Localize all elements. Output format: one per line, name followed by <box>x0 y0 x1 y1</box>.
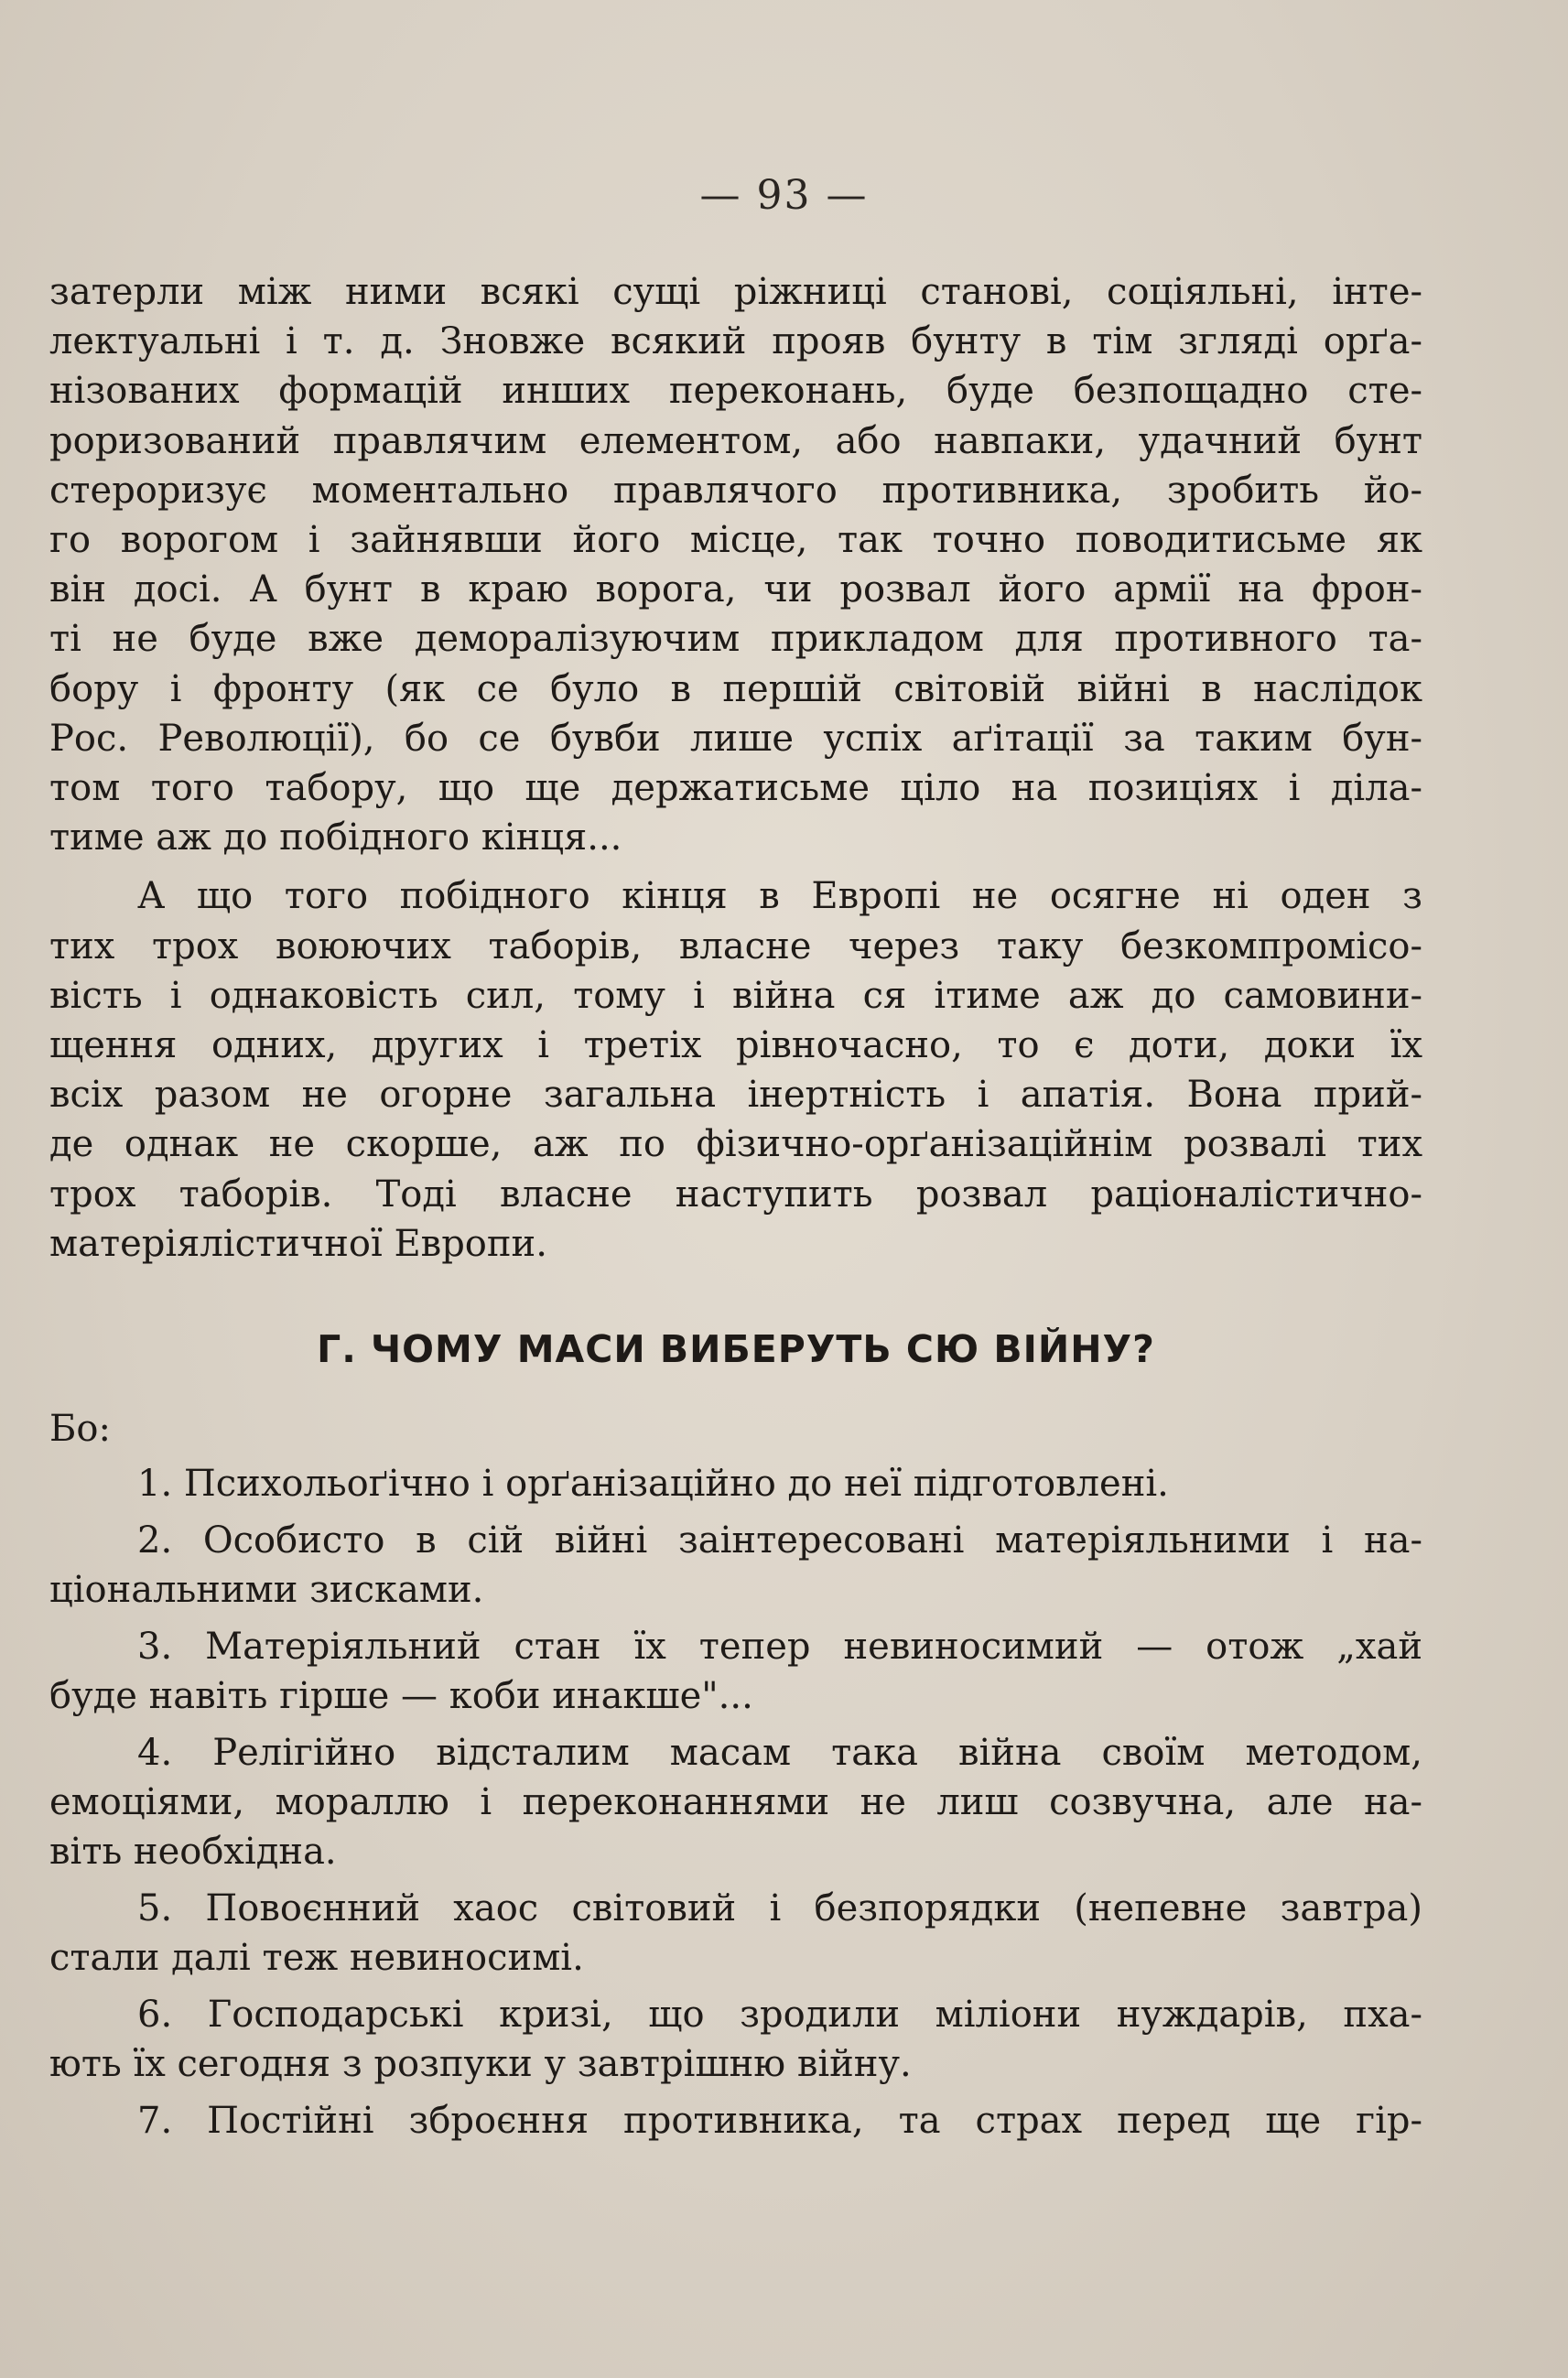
text-line: тих трох воюючих таборів, власне через таку безкомпромісо- <box>49 924 1422 967</box>
text-line: затерли між ними всякі сущі ріжниці станові, соціяльні, інте- <box>49 271 1422 313</box>
list-item <box>49 1459 1422 1508</box>
text-line: 3. Матеріяльний стан їх тепер невиносимий — отож „хай <box>137 1626 1422 1669</box>
text-line: 7. Постійні зброєння противника, та страх перед ще гір- <box>137 2100 1422 2143</box>
text-line: щення одних, других і третіх рівночасно, то є доти, доки їх <box>49 1024 1422 1067</box>
list-item <box>49 1622 1422 1721</box>
page-content <box>49 267 1422 2153</box>
text-line: тиме аж до побідного кінця... <box>49 816 622 859</box>
text-line: 1. Психольоґічно і орґанізаційно до неї підготовлені. <box>137 1463 1169 1506</box>
text-line: ціональними зисками. <box>49 1569 484 1612</box>
text-line: том того табору, що ще держатисьме ціло на позиціях і діла- <box>49 767 1422 810</box>
text-line: Рос. Революції), бо се бувби лише успіх аґітації за таким бун- <box>49 717 1422 760</box>
text-line: 4. Релігійно відсталим масам така війна своїм методом, <box>137 1732 1422 1775</box>
text-line: 5. Повоєнний хаос світовий і безпорядки (непевне завтра) <box>137 1887 1422 1930</box>
text-line: всіх разом не огорне загальна інертність і апатія. Вона прий- <box>49 1074 1422 1117</box>
text-line: ють їх сегодня з розпуки у завтрішню війну. <box>49 2043 912 2086</box>
section-heading: Г. ЧОМУ МАСИ ВИБЕРУТЬ СЮ ВІЙНУ? <box>317 1327 1155 1372</box>
page-number: — 93 — <box>699 172 869 219</box>
text-line: го ворогом і зайнявши його місце, так точно поводитисьме як <box>49 519 1422 562</box>
paragraph-1 <box>49 267 1422 862</box>
text-line: віть необхідна. <box>49 1831 337 1874</box>
text-line: трох таборів. Тоді власне наступить розвал раціоналістично- <box>49 1173 1422 1216</box>
list-item <box>49 1728 1422 1876</box>
text-line: 6. Господарські кризі, що зродили міліони нуждарів, пха- <box>137 1994 1422 2037</box>
text-line: стероризує моментально правлячого противника, зробить йо- <box>49 469 1422 512</box>
text-line: ті не буде вже деморалізуючим прикладом для противного та- <box>49 618 1422 661</box>
text-line: нізованих формацій инших переконань, буде безпощадно сте- <box>49 370 1422 413</box>
text-line: 2. Особисто в сій війні заінтересовані матеріяльними і на- <box>137 1519 1422 1562</box>
text-line: він досі. А бунт в краю ворога, чи розвал його армії на фрон- <box>49 568 1422 611</box>
text-line: бору і фронту (як се було в першій світовій війні в наслідок <box>49 667 1422 710</box>
paragraph-2 <box>49 871 1422 1269</box>
text-line: емоціями, мораллю і переконаннями не лиш созвучна, але на- <box>49 1781 1422 1824</box>
text-line: вість і однаковість сил, тому і війна ся ітиме аж до самовини- <box>49 974 1422 1017</box>
list-item <box>49 2096 1422 2146</box>
text-line: буде навіть гірше — коби инакше"... <box>49 1675 753 1718</box>
list-intro: Бо: <box>49 1408 111 1451</box>
text-line: А що того побідного кінця в Европі не осягне ні оден з <box>137 875 1422 918</box>
list-item <box>49 1884 1422 1983</box>
text-line: лектуальні і т. д. Зновже всякий прояв бунту в тім згляді орґа- <box>49 320 1422 363</box>
text-line: матеріялістичної Европи. <box>49 1222 547 1265</box>
text-line: де однак не скорше, аж по фізично-орґанізаційнім розвалі тих <box>49 1123 1422 1166</box>
list-item <box>49 1516 1422 1615</box>
text-line: роризований правлячим елементом, або навпаки, удачний бунт <box>49 419 1422 462</box>
list-item <box>49 1990 1422 2089</box>
text-line: стали далі теж невиносимі. <box>49 1937 584 1980</box>
